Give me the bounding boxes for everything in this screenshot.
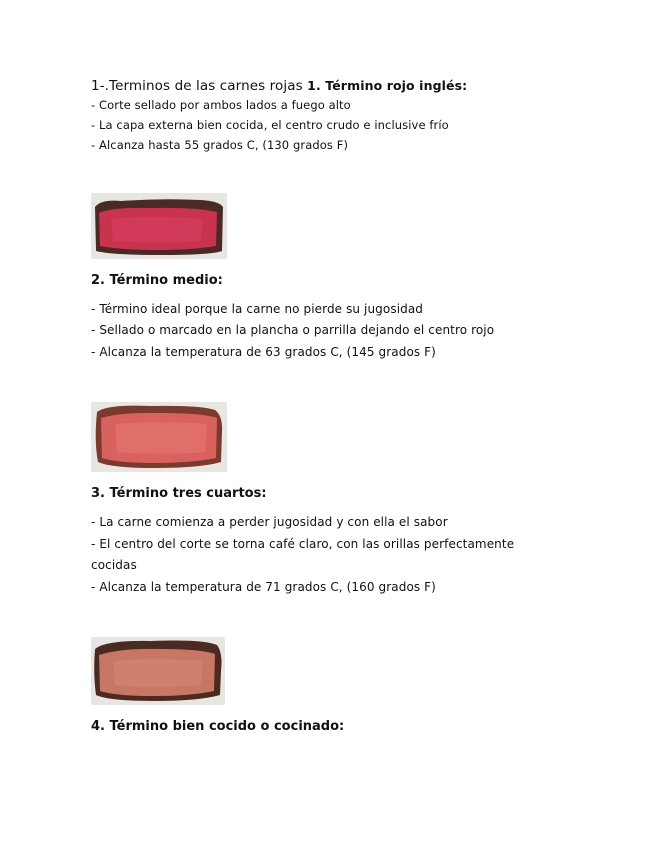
section-4-heading: 4. Término bien cocido o cocinado: [91,719,345,734]
section-3-bullet-2: - El centro del corte se torna café claro, con las orillas perfectamente [91,537,515,551]
section-2-bullet-1: - Término ideal porque la carne no pierde su jugosidad [91,302,424,316]
intro-prefix: 1-.Terminos de las carnes rojas [91,78,303,94]
section-3-bullet-3: - Alcanza la temperatura de 71 grados C, (160 grados F) [91,580,436,594]
section-1-bullet-2: - La capa externa bien cocida, el centro crudo e inclusive frío [91,118,449,132]
medium-steak-image [91,402,227,472]
intro-line [91,78,467,94]
section-2-bullet-2: - Sellado o marcado en la plancha o parrilla dejando el centro rojo [91,323,495,337]
section-3-bullet-1: - La carne comienza a perder jugosidad y con ella el sabor [91,515,448,529]
rare-steak-illustration [91,193,227,259]
medium-well-steak-image [91,637,225,705]
section-3-bullet-2-cont: cocidas [91,558,137,572]
section-2-bullet-3: - Alcanza la temperatura de 63 grados C, (145 grados F) [91,345,436,359]
section-1-bullet-1: - Corte sellado por ambos lados a fuego alto [91,98,351,112]
medium-well-steak-illustration [91,637,225,705]
section-1-bullet-3: - Alcanza hasta 55 grados C, (130 grados F) [91,138,349,152]
rare-steak-image [91,193,227,259]
section-2-heading: 2. Término medio: [91,273,223,288]
section-1-heading: 1. Término rojo inglés: [307,78,468,93]
section-3-heading: 3. Término tres cuartos: [91,486,267,501]
medium-steak-illustration [91,402,227,472]
